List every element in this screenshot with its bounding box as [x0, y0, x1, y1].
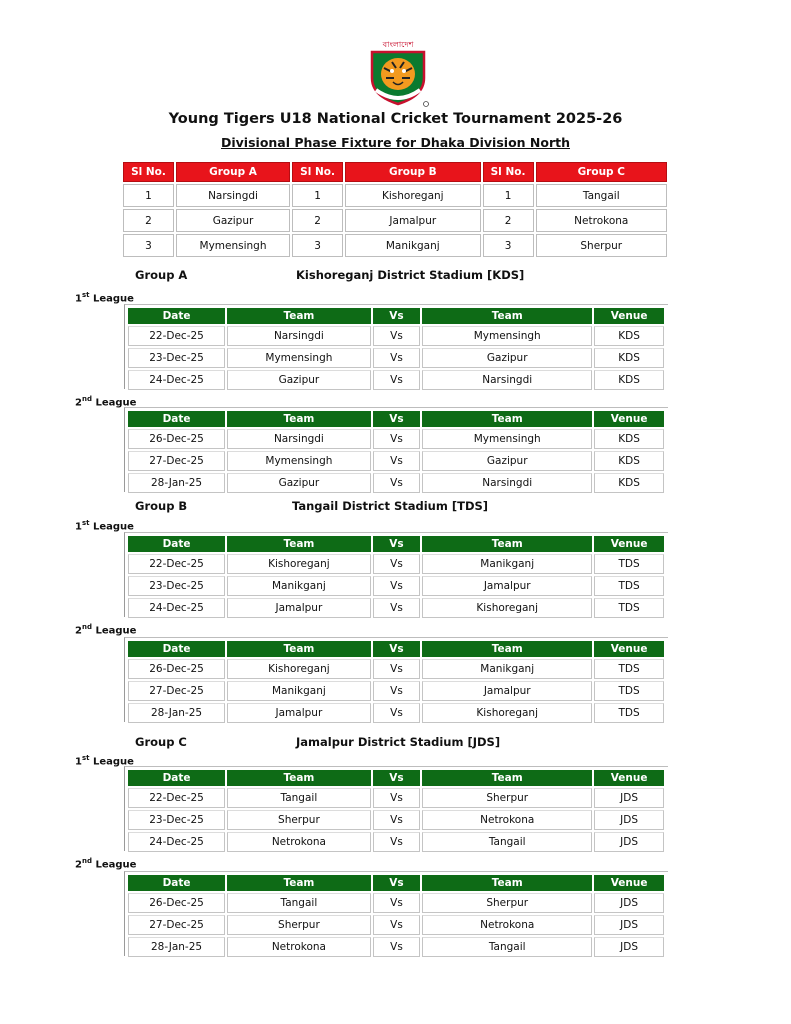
team-cell: Mymensingh — [227, 451, 371, 471]
league-ordinal-suffix: nd — [81, 395, 92, 403]
team-cell: Jamalpur — [227, 703, 371, 723]
opponent-cell: Mymensingh — [422, 429, 592, 449]
fixture-row — [128, 473, 664, 493]
fixture-table — [126, 409, 666, 495]
fixture-row — [128, 703, 664, 723]
fixture-row — [128, 937, 664, 957]
bcb-logo — [362, 38, 434, 108]
date-cell: 26-Dec-25 — [128, 893, 225, 913]
fixture-header-cell: Vs — [373, 875, 421, 891]
opponent-cell: Gazipur — [422, 348, 592, 368]
groups-cell: Jamalpur — [345, 209, 481, 232]
vs-cell: Vs — [373, 681, 421, 701]
opponent-cell: Netrokona — [422, 915, 592, 935]
team-cell: Netrokona — [227, 937, 371, 957]
vs-cell: Vs — [373, 473, 421, 493]
groups-cell: 3 — [483, 234, 534, 257]
venue-cell: TDS — [594, 659, 664, 679]
vs-cell: Vs — [373, 810, 421, 830]
fixture-header-cell: Date — [128, 411, 225, 427]
fixture-header-cell: Team — [422, 411, 592, 427]
fixture-header-cell: Team — [227, 875, 371, 891]
opponent-cell: Mymensingh — [422, 326, 592, 346]
venue-cell: JDS — [594, 810, 664, 830]
date-cell: 24-Dec-25 — [128, 370, 225, 390]
vs-cell: Vs — [373, 554, 421, 574]
league-ordinal-suffix: nd — [81, 623, 92, 631]
league-label — [75, 857, 136, 870]
league-word: League — [95, 859, 137, 871]
league-ordinal-suffix: st — [81, 291, 90, 299]
team-cell: Mymensingh — [227, 348, 371, 368]
fixture-row — [128, 429, 664, 449]
team-cell: Sherpur — [227, 810, 371, 830]
date-cell: 26-Dec-25 — [128, 429, 225, 449]
league-label — [75, 291, 134, 304]
groups-cell: 3 — [123, 234, 174, 257]
team-cell: Jamalpur — [227, 598, 371, 618]
team-cell: Tangail — [227, 788, 371, 808]
league-word: League — [92, 756, 134, 768]
venue-cell: JDS — [594, 788, 664, 808]
fixture-row — [128, 370, 664, 390]
fixture-row — [128, 598, 664, 618]
fixture-header-cell: Date — [128, 641, 225, 657]
fixture-table — [126, 873, 666, 959]
date-cell: 23-Dec-25 — [128, 810, 225, 830]
groups-cell: 1 — [292, 184, 343, 207]
opponent-cell: Tangail — [422, 937, 592, 957]
venue-cell: KDS — [594, 348, 664, 368]
league-ordinal: 2 — [75, 397, 82, 409]
league-ordinal-suffix: nd — [81, 857, 92, 865]
fixture-header-row — [128, 411, 664, 427]
date-cell: 28-Jan-25 — [128, 937, 225, 957]
groups-cell: Manikganj — [345, 234, 481, 257]
groups-header-cell: Group A — [176, 162, 290, 182]
league-ordinal: 1 — [75, 521, 82, 533]
fixture-header-row — [128, 770, 664, 786]
team-cell: Gazipur — [227, 370, 371, 390]
league-ordinal: 1 — [75, 293, 82, 305]
venue-cell: TDS — [594, 598, 664, 618]
vs-cell: Vs — [373, 598, 421, 618]
fixture-header-cell: Vs — [373, 536, 421, 552]
team-cell: Kishoreganj — [227, 554, 371, 574]
logo-text: বাংলাদেশ — [382, 40, 414, 49]
team-cell: Narsingdi — [227, 429, 371, 449]
fixture-row — [128, 659, 664, 679]
opponent-cell: Jamalpur — [422, 681, 592, 701]
venue-cell: KDS — [594, 473, 664, 493]
fixture-row — [128, 893, 664, 913]
groups-cell: Sherpur — [536, 234, 667, 257]
fixture-header-cell: Date — [128, 536, 225, 552]
fixture-header-cell: Team — [422, 770, 592, 786]
fixture-header-row — [128, 875, 664, 891]
team-cell: Netrokona — [227, 832, 371, 852]
fixture-header-cell: Date — [128, 308, 225, 324]
vs-cell: Vs — [373, 937, 421, 957]
venue-cell: JDS — [594, 893, 664, 913]
opponent-cell: Narsingdi — [422, 370, 592, 390]
fixture-header-cell: Vs — [373, 641, 421, 657]
date-cell: 27-Dec-25 — [128, 451, 225, 471]
fixture-row — [128, 915, 664, 935]
fixture-row — [128, 576, 664, 596]
fixture-header-cell: Team — [422, 536, 592, 552]
date-cell: 27-Dec-25 — [128, 681, 225, 701]
venue-cell: JDS — [594, 832, 664, 852]
league-ordinal: 2 — [75, 625, 82, 637]
fixture-header-cell: Team — [422, 875, 592, 891]
date-cell: 26-Dec-25 — [128, 659, 225, 679]
fixture-header-cell: Venue — [594, 875, 664, 891]
fixture-row — [128, 788, 664, 808]
team-cell: Manikganj — [227, 576, 371, 596]
fixture-table — [126, 306, 666, 392]
opponent-cell: Manikganj — [422, 554, 592, 574]
vs-cell: Vs — [373, 451, 421, 471]
date-cell: 27-Dec-25 — [128, 915, 225, 935]
vs-cell: Vs — [373, 893, 421, 913]
fixture-header-cell: Team — [422, 308, 592, 324]
opponent-cell: Kishoreganj — [422, 598, 592, 618]
vs-cell: Vs — [373, 576, 421, 596]
fixture-row — [128, 326, 664, 346]
league-ordinal: 2 — [75, 859, 82, 871]
venue-cell: JDS — [594, 937, 664, 957]
groups-cell: 2 — [123, 209, 174, 232]
venue-cell: TDS — [594, 703, 664, 723]
fixture-table — [126, 534, 666, 620]
groups-cell: 1 — [483, 184, 534, 207]
vs-cell: Vs — [373, 326, 421, 346]
vs-cell: Vs — [373, 348, 421, 368]
venue-cell: KDS — [594, 429, 664, 449]
groups-table — [121, 160, 669, 259]
vs-cell: Vs — [373, 429, 421, 449]
venue-cell: TDS — [594, 576, 664, 596]
opponent-cell: Kishoreganj — [422, 703, 592, 723]
fixture-header-cell: Venue — [594, 308, 664, 324]
team-cell: Narsingdi — [227, 326, 371, 346]
league-word: League — [95, 397, 137, 409]
fixture-header-cell: Team — [227, 308, 371, 324]
venue-cell: JDS — [594, 915, 664, 935]
groups-row — [123, 234, 667, 257]
opponent-cell: Jamalpur — [422, 576, 592, 596]
fixture-header-row — [128, 536, 664, 552]
group-heading: Group C — [135, 735, 187, 749]
groups-row — [123, 184, 667, 207]
venue-heading: Kishoreganj District Stadium [KDS] — [296, 268, 525, 282]
page-title: Young Tigers U18 National Cricket Tournament 2025-26 — [168, 111, 623, 127]
fixture-row — [128, 832, 664, 852]
opponent-cell: Manikganj — [422, 659, 592, 679]
fixture-row — [128, 348, 664, 368]
groups-row — [123, 209, 667, 232]
fixture-header-row — [128, 308, 664, 324]
vs-cell: Vs — [373, 659, 421, 679]
venue-cell: TDS — [594, 554, 664, 574]
fixture-header-cell: Date — [128, 770, 225, 786]
date-cell: 28-Jan-25 — [128, 473, 225, 493]
opponent-cell: Narsingdi — [422, 473, 592, 493]
groups-header-cell: Sl No. — [483, 162, 534, 182]
groups-header-row — [123, 162, 667, 182]
fixture-header-cell: Team — [227, 770, 371, 786]
fixture-header-cell: Team — [227, 641, 371, 657]
fixture-header-cell: Venue — [594, 411, 664, 427]
fixture-header-cell: Team — [227, 411, 371, 427]
league-ordinal-suffix: st — [81, 754, 90, 762]
fixture-row — [128, 451, 664, 471]
fixture-row — [128, 681, 664, 701]
fixture-header-row — [128, 641, 664, 657]
venue-cell: KDS — [594, 370, 664, 390]
league-ordinal-suffix: st — [81, 519, 90, 527]
opponent-cell: Sherpur — [422, 893, 592, 913]
fixture-header-cell: Date — [128, 875, 225, 891]
opponent-cell: Sherpur — [422, 788, 592, 808]
date-cell: 22-Dec-25 — [128, 326, 225, 346]
fixture-header-cell: Venue — [594, 770, 664, 786]
league-word: League — [92, 293, 134, 305]
date-cell: 24-Dec-25 — [128, 832, 225, 852]
team-cell: Manikganj — [227, 681, 371, 701]
vs-cell: Vs — [373, 703, 421, 723]
vs-cell: Vs — [373, 832, 421, 852]
groups-cell: Kishoreganj — [345, 184, 481, 207]
groups-cell: 2 — [483, 209, 534, 232]
groups-cell: 2 — [292, 209, 343, 232]
fixture-row — [128, 554, 664, 574]
opponent-cell: Gazipur — [422, 451, 592, 471]
fixture-header-cell: Vs — [373, 411, 421, 427]
fixture-header-cell: Vs — [373, 308, 421, 324]
venue-heading: Jamalpur District Stadium [JDS] — [296, 735, 501, 749]
team-cell: Sherpur — [227, 915, 371, 935]
groups-header-cell: Group C — [536, 162, 667, 182]
venue-heading: Tangail District Stadium [TDS] — [292, 499, 489, 513]
page-subtitle: Divisional Phase Fixture for Dhaka Division North — [221, 135, 570, 150]
league-label — [75, 519, 134, 532]
groups-header-cell: Sl No. — [292, 162, 343, 182]
fixture-header-cell: Team — [422, 641, 592, 657]
vs-cell: Vs — [373, 915, 421, 935]
venue-cell: KDS — [594, 326, 664, 346]
groups-cell: Gazipur — [176, 209, 290, 232]
fixture-row — [128, 810, 664, 830]
opponent-cell: Netrokona — [422, 810, 592, 830]
groups-header-cell: Group B — [345, 162, 481, 182]
team-cell: Kishoreganj — [227, 659, 371, 679]
team-cell: Gazipur — [227, 473, 371, 493]
league-word: League — [95, 625, 137, 637]
date-cell: 24-Dec-25 — [128, 598, 225, 618]
date-cell: 28-Jan-25 — [128, 703, 225, 723]
venue-cell: TDS — [594, 681, 664, 701]
fixture-header-cell: Venue — [594, 641, 664, 657]
fixture-table — [126, 639, 666, 725]
groups-header-cell: Sl No. — [123, 162, 174, 182]
league-label — [75, 623, 136, 636]
groups-cell: Narsingdi — [176, 184, 290, 207]
venue-cell: KDS — [594, 451, 664, 471]
team-cell: Tangail — [227, 893, 371, 913]
fixture-header-cell: Vs — [373, 770, 421, 786]
groups-cell: Netrokona — [536, 209, 667, 232]
vs-cell: Vs — [373, 370, 421, 390]
groups-cell: Mymensingh — [176, 234, 290, 257]
vs-cell: Vs — [373, 788, 421, 808]
league-word: League — [92, 521, 134, 533]
groups-cell: Tangail — [536, 184, 667, 207]
groups-cell: 1 — [123, 184, 174, 207]
date-cell: 23-Dec-25 — [128, 576, 225, 596]
date-cell: 22-Dec-25 — [128, 788, 225, 808]
fixture-table — [126, 768, 666, 854]
date-cell: 22-Dec-25 — [128, 554, 225, 574]
group-heading: Group B — [135, 499, 188, 513]
group-heading: Group A — [135, 268, 188, 282]
fixture-header-cell: Venue — [594, 536, 664, 552]
opponent-cell: Tangail — [422, 832, 592, 852]
league-ordinal: 1 — [75, 756, 82, 768]
fixture-header-cell: Team — [227, 536, 371, 552]
groups-cell: 3 — [292, 234, 343, 257]
date-cell: 23-Dec-25 — [128, 348, 225, 368]
